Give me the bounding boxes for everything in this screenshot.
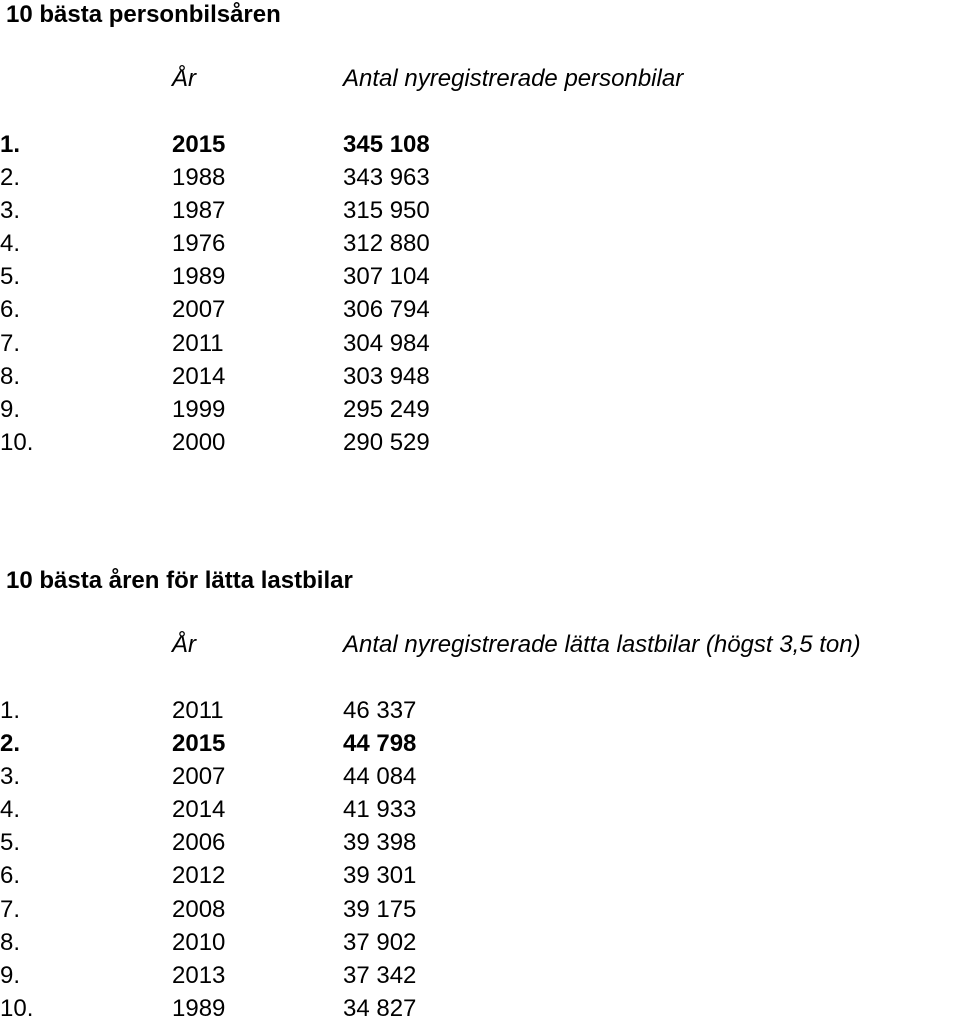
rank-cell: 6. — [0, 862, 21, 890]
year-cell: 1989 — [172, 263, 226, 291]
rank-cell: 5. — [0, 829, 21, 857]
rank-cell: 3. — [0, 763, 21, 791]
ranking-row — [0, 227, 960, 260]
year-cell: 2000 — [172, 428, 226, 456]
rank-cell: 6. — [0, 296, 21, 324]
ranking-row — [0, 128, 960, 161]
rank-cell: 5. — [0, 263, 21, 291]
ranking-row — [0, 393, 960, 426]
count-cell: 303 948 — [343, 362, 430, 390]
count-cell: 39 301 — [343, 862, 417, 890]
ranking-row — [0, 992, 960, 1025]
ranking-row — [0, 194, 960, 227]
year-cell: 2012 — [172, 862, 226, 890]
count-cell: 37 342 — [343, 961, 417, 989]
rank-cell: 4. — [0, 796, 21, 824]
count-cell: 304 984 — [343, 329, 430, 357]
year-cell: 2014 — [172, 796, 226, 824]
count-cell: 315 950 — [343, 197, 430, 225]
ranking-row — [0, 826, 960, 859]
year-cell: 1976 — [172, 230, 226, 258]
count-cell: 44 798 — [343, 730, 417, 758]
count-cell: 306 794 — [343, 296, 430, 324]
count-cell: 41 933 — [343, 796, 417, 824]
ranking-row — [0, 893, 960, 926]
count-column-header: Antal nyregistrerade lätta lastbilar (högst 3,5 ton) — [343, 631, 861, 658]
count-cell: 307 104 — [343, 263, 430, 291]
year-cell: 2013 — [172, 961, 226, 989]
ranking-row — [0, 793, 960, 826]
rank-cell: 8. — [0, 362, 21, 390]
count-cell: 34 827 — [343, 994, 417, 1022]
ranking-row — [0, 760, 960, 793]
year-column-header: År — [172, 65, 196, 92]
rank-cell: 8. — [0, 928, 21, 956]
year-cell: 1988 — [172, 164, 226, 192]
ranking-list — [0, 128, 960, 459]
rank-cell: 9. — [0, 395, 21, 423]
year-cell: 2007 — [172, 296, 226, 324]
count-cell: 37 902 — [343, 928, 417, 956]
ranking-row — [0, 327, 960, 360]
ranking-row — [0, 926, 960, 959]
year-cell: 2008 — [172, 895, 226, 923]
year-cell: 2011 — [172, 697, 224, 724]
count-cell: 290 529 — [343, 428, 430, 456]
count-cell: 312 880 — [343, 230, 430, 258]
year-cell: 2014 — [172, 362, 226, 390]
ranking-row — [0, 360, 960, 393]
ranking-row — [0, 727, 960, 760]
rank-cell: 10. — [0, 428, 34, 456]
count-cell: 345 108 — [343, 131, 430, 158]
rank-cell: 3. — [0, 197, 21, 225]
year-cell: 1989 — [172, 994, 226, 1022]
year-cell: 2010 — [172, 928, 226, 956]
rank-cell: 2. — [0, 164, 21, 192]
year-cell: 2006 — [172, 829, 226, 857]
year-cell: 2015 — [172, 730, 226, 758]
rank-cell: 10. — [0, 994, 34, 1022]
ranking-list — [0, 694, 960, 1025]
count-cell: 343 963 — [343, 164, 430, 192]
year-cell: 1999 — [172, 395, 226, 423]
rank-cell: 7. — [0, 895, 21, 923]
count-cell: 46 337 — [343, 697, 417, 724]
count-column-header: Antal nyregistrerade personbilar — [343, 65, 684, 92]
rank-cell: 1. — [0, 131, 21, 158]
count-cell: 39 398 — [343, 829, 417, 857]
section-title: 10 bästa personbilsåren — [6, 1, 281, 28]
count-cell: 39 175 — [343, 895, 417, 923]
section-title: 10 bästa åren för lätta lastbilar — [6, 567, 353, 594]
ranking-row — [0, 859, 960, 892]
rank-cell: 4. — [0, 230, 21, 258]
ranking-row — [0, 959, 960, 992]
count-cell: 44 084 — [343, 763, 417, 791]
ranking-row — [0, 293, 960, 326]
year-cell: 2015 — [172, 131, 226, 158]
rank-cell: 1. — [0, 697, 21, 724]
rank-cell: 2. — [0, 730, 21, 758]
ranking-row — [0, 260, 960, 293]
rank-cell: 7. — [0, 329, 21, 357]
year-cell: 2011 — [172, 329, 224, 357]
ranking-row — [0, 694, 960, 727]
ranking-row — [0, 426, 960, 459]
year-column-header: År — [172, 631, 196, 658]
count-cell: 295 249 — [343, 395, 430, 423]
year-cell: 2007 — [172, 763, 226, 791]
ranking-row — [0, 161, 960, 194]
year-cell: 1987 — [172, 197, 226, 225]
rank-cell: 9. — [0, 961, 21, 989]
